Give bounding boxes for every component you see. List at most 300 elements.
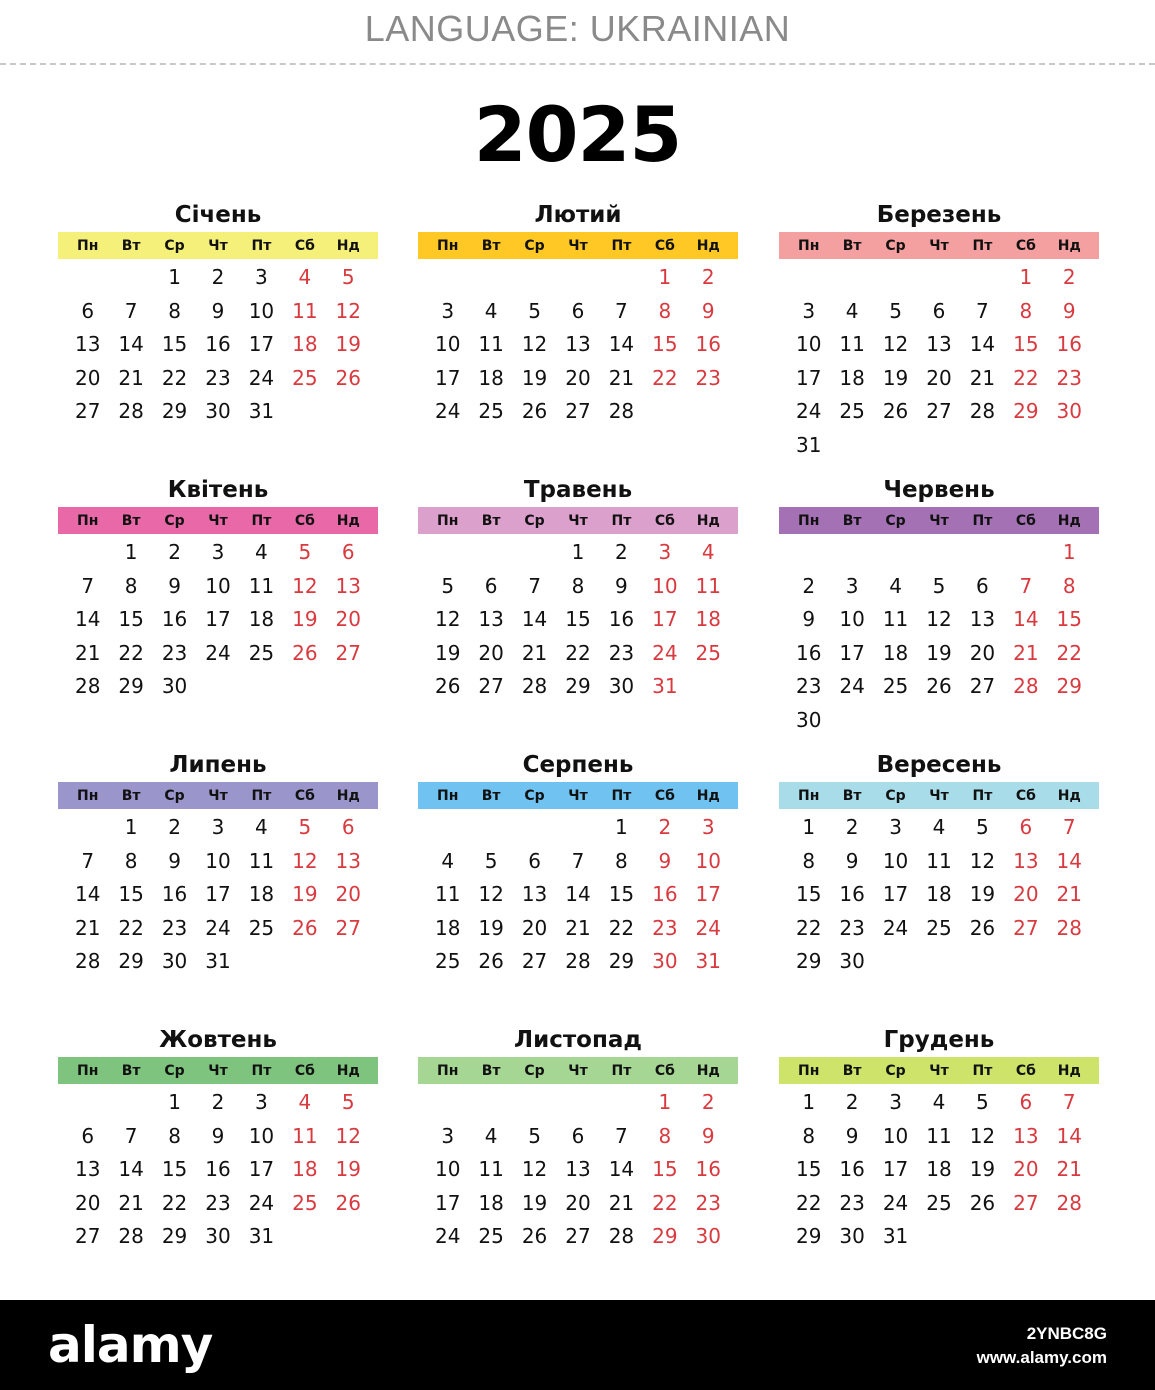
- day-cell: 19: [478, 915, 504, 940]
- day-cell: 27: [1013, 1190, 1039, 1215]
- days-grid: [418, 536, 738, 704]
- day-cell: 29: [565, 674, 591, 699]
- day-cell: 20: [74, 1190, 101, 1215]
- weekday-header: [418, 507, 738, 534]
- day-cell: 30: [608, 674, 635, 699]
- weekday-label: Пт: [972, 512, 993, 529]
- day-cell: 22: [161, 1190, 188, 1215]
- day-cell: 4: [889, 573, 902, 598]
- weekday-label: Сб: [654, 1062, 675, 1079]
- weekday-label: Вт: [481, 237, 501, 254]
- day-cell: 22: [118, 640, 144, 665]
- day-cell: 13: [969, 607, 996, 632]
- day-cell: 19: [335, 332, 361, 357]
- weekday-label: Пн: [77, 237, 99, 254]
- day-cell: 16: [205, 332, 231, 357]
- day-cell: 6: [932, 298, 946, 323]
- day-cell: 14: [608, 332, 635, 357]
- day-cell: 3: [658, 540, 672, 564]
- day-cell: 28: [608, 1224, 635, 1249]
- weekday-label: Сб: [294, 512, 315, 529]
- weekday-label: Сб: [654, 237, 675, 254]
- days-grid: [418, 1086, 738, 1254]
- day-cell: 1: [168, 265, 181, 289]
- weekday-label: Чт: [568, 787, 588, 804]
- day-cell: 25: [292, 1190, 318, 1215]
- day-cell: 3: [211, 540, 225, 564]
- day-cell: 14: [1056, 1123, 1082, 1148]
- day-cell: 25: [926, 1190, 952, 1215]
- day-cell: 28: [521, 674, 548, 699]
- day-cell: 18: [292, 1157, 318, 1182]
- day-cell: 4: [845, 298, 859, 323]
- day-cell: 23: [695, 1190, 721, 1215]
- empty-cell: [513, 1086, 556, 1120]
- day-cell: 27: [74, 399, 101, 424]
- day-cell: 5: [528, 1123, 541, 1148]
- day-cell: 16: [695, 332, 721, 357]
- weekday-label: Пн: [437, 512, 459, 529]
- day-cell: 16: [839, 882, 865, 907]
- day-cell: 5: [528, 298, 541, 323]
- day-cell: 31: [795, 432, 822, 457]
- weekday-label: Пт: [611, 512, 632, 529]
- day-cell: 27: [565, 399, 591, 424]
- day-cell: 26: [292, 640, 318, 665]
- day-cell: 21: [118, 365, 144, 390]
- day-cell: 16: [1056, 332, 1082, 357]
- day-cell: 8: [124, 573, 138, 598]
- weekday-label: Пт: [251, 512, 272, 529]
- day-cell: 11: [248, 573, 275, 598]
- weekday-label: Чт: [208, 787, 228, 804]
- weekday-label: Нд: [696, 1062, 720, 1079]
- day-cell: 30: [205, 399, 231, 424]
- day-cell: 14: [74, 607, 101, 632]
- day-cell: 8: [124, 848, 138, 873]
- day-cell: 6: [341, 815, 355, 839]
- empty-cell: [513, 536, 556, 570]
- day-cell: 17: [248, 1157, 275, 1182]
- day-cell: 21: [1056, 882, 1082, 907]
- day-cell: 20: [1013, 882, 1039, 907]
- weekday-label: Ср: [524, 237, 545, 254]
- day-cell: 31: [882, 1224, 909, 1249]
- day-cell: 9: [701, 298, 715, 323]
- day-cell: 14: [118, 332, 144, 357]
- day-cell: 18: [926, 1157, 952, 1182]
- day-cell: 21: [1013, 640, 1039, 665]
- day-cell: 9: [658, 848, 672, 873]
- day-cell: 17: [882, 882, 909, 907]
- day-cell: 28: [565, 949, 591, 974]
- day-cell: 18: [926, 882, 952, 907]
- weekday-label: Пт: [611, 237, 632, 254]
- day-cell: 31: [205, 949, 231, 974]
- weekday-header: [418, 1057, 738, 1084]
- day-cell: 16: [161, 607, 188, 632]
- empty-cell: [426, 261, 469, 295]
- day-cell: 8: [658, 1123, 672, 1148]
- weekday-label: Пн: [77, 787, 99, 804]
- day-cell: 1: [124, 540, 138, 564]
- day-cell: 28: [1056, 915, 1082, 940]
- empty-cell: [469, 536, 512, 570]
- day-cell: 8: [802, 1123, 816, 1148]
- day-cell: 20: [335, 882, 361, 907]
- weekday-label: Вт: [121, 787, 141, 804]
- weekday-label: Сб: [654, 787, 675, 804]
- weekday-label: Чт: [929, 1062, 949, 1079]
- day-cell: 20: [478, 640, 504, 665]
- day-cell: 12: [292, 573, 318, 598]
- day-cell: 28: [74, 674, 101, 699]
- day-cell: 8: [168, 1123, 181, 1148]
- day-cell: 3: [255, 265, 268, 289]
- days-grid: [779, 1086, 1099, 1254]
- day-cell: 23: [205, 1190, 231, 1215]
- day-cell: 22: [1013, 365, 1039, 390]
- weekday-header: [58, 782, 378, 809]
- day-cell: 21: [969, 365, 996, 390]
- day-cell: 11: [695, 573, 721, 598]
- weekday-label: Сб: [1015, 512, 1036, 529]
- weekday-label: Пт: [972, 787, 993, 804]
- day-cell: 4: [484, 1123, 498, 1148]
- weekday-label: Пт: [251, 1062, 272, 1079]
- day-cell: 4: [255, 540, 268, 564]
- weekday-label: Пн: [437, 787, 459, 804]
- day-cell: 29: [795, 949, 822, 974]
- weekday-label: Нд: [696, 787, 720, 804]
- day-cell: 9: [168, 848, 181, 873]
- day-cell: 18: [248, 607, 275, 632]
- day-cell: 18: [292, 332, 318, 357]
- day-cell: 11: [292, 298, 318, 323]
- day-cell: 12: [882, 332, 909, 357]
- day-cell: 17: [434, 1190, 461, 1215]
- month-block: [779, 1025, 1099, 1254]
- month-block: [58, 750, 378, 979]
- day-cell: 28: [608, 399, 635, 424]
- day-cell: 11: [478, 1157, 504, 1182]
- day-cell: 2: [658, 815, 672, 839]
- day-cell: 30: [795, 707, 822, 732]
- weekday-label: Чт: [568, 512, 588, 529]
- weekday-label: Сб: [1015, 1062, 1036, 1079]
- day-cell: 3: [701, 815, 715, 839]
- day-cell: 14: [74, 882, 101, 907]
- day-cell: 16: [795, 640, 822, 665]
- day-cell: 19: [521, 365, 548, 390]
- weekday-label: Пт: [251, 787, 272, 804]
- day-cell: 17: [205, 607, 231, 632]
- empty-cell: [556, 1086, 599, 1120]
- day-cell: 2: [168, 815, 181, 839]
- empty-cell: [961, 536, 1004, 570]
- day-cell: 24: [434, 1224, 461, 1249]
- day-cell: 25: [926, 915, 952, 940]
- weekday-header: [58, 232, 378, 259]
- day-cell: 7: [81, 848, 95, 873]
- day-cell: 29: [161, 399, 188, 424]
- day-cell: 30: [839, 1224, 865, 1249]
- day-cell: 13: [1013, 1123, 1039, 1148]
- day-cell: 19: [292, 882, 318, 907]
- day-cell: 26: [969, 1190, 996, 1215]
- day-cell: 3: [211, 815, 225, 839]
- weekday-label: Ср: [164, 237, 185, 254]
- weekday-label: Вт: [842, 787, 862, 804]
- weekday-label: Пн: [798, 1062, 820, 1079]
- day-cell: 23: [652, 915, 678, 940]
- month-block: [779, 200, 1099, 463]
- day-cell: 21: [74, 915, 101, 940]
- weekday-label: Пт: [611, 1062, 632, 1079]
- day-cell: 15: [161, 332, 188, 357]
- weekday-header: [779, 507, 1099, 534]
- weekday-label: Пн: [798, 512, 820, 529]
- day-cell: 1: [658, 265, 672, 289]
- day-cell: 12: [926, 607, 952, 632]
- day-cell: 18: [478, 365, 504, 390]
- site-url: www.alamy.com: [976, 1348, 1107, 1367]
- empty-cell: [469, 261, 512, 295]
- day-cell: 22: [565, 640, 591, 665]
- day-cell: 1: [615, 815, 628, 839]
- empty-cell: [830, 261, 873, 295]
- day-cell: 10: [248, 298, 275, 323]
- day-cell: 19: [434, 640, 461, 665]
- weekday-header: [779, 232, 1099, 259]
- day-cell: 13: [478, 607, 504, 632]
- day-cell: 21: [608, 365, 635, 390]
- weekday-label: Ср: [524, 1062, 545, 1079]
- day-cell: 20: [926, 365, 952, 390]
- day-cell: 23: [795, 674, 822, 699]
- day-cell: 26: [292, 915, 318, 940]
- day-cell: 19: [335, 1157, 361, 1182]
- day-cell: 28: [118, 1224, 144, 1249]
- day-cell: 31: [652, 674, 678, 699]
- day-cell: 20: [335, 607, 361, 632]
- month-block: [418, 1025, 738, 1254]
- day-cell: 29: [1056, 674, 1082, 699]
- weekday-header: [779, 782, 1099, 809]
- month-name: Липень: [169, 752, 267, 778]
- day-cell: 10: [695, 848, 721, 873]
- day-cell: 13: [565, 332, 591, 357]
- empty-cell: [513, 811, 556, 845]
- empty-cell: [109, 1086, 152, 1120]
- day-cell: 17: [205, 882, 231, 907]
- day-cell: 26: [521, 1224, 548, 1249]
- day-cell: 11: [434, 882, 461, 907]
- day-cell: 29: [118, 949, 144, 974]
- day-cell: 3: [802, 298, 816, 323]
- day-cell: 28: [74, 949, 101, 974]
- day-cell: 12: [292, 848, 318, 873]
- day-cell: 13: [1013, 848, 1039, 873]
- weekday-label: Вт: [121, 512, 141, 529]
- day-cell: 21: [118, 1190, 144, 1215]
- day-cell: 18: [695, 607, 721, 632]
- weekday-label: Пн: [437, 237, 459, 254]
- weekday-label: Нд: [696, 237, 720, 254]
- day-cell: 22: [608, 915, 635, 940]
- day-cell: 22: [652, 1190, 678, 1215]
- day-cell: 23: [695, 365, 721, 390]
- day-cell: 7: [1062, 1090, 1076, 1114]
- day-cell: 17: [248, 332, 275, 357]
- day-cell: 17: [434, 365, 461, 390]
- day-cell: 8: [571, 573, 585, 598]
- empty-cell: [874, 536, 917, 570]
- day-cell: 10: [795, 332, 822, 357]
- weekday-label: Сб: [294, 1062, 315, 1079]
- month-block: [58, 475, 378, 704]
- month-name: Квітень: [167, 477, 269, 503]
- day-cell: 13: [926, 332, 952, 357]
- month-name: Березень: [876, 202, 1002, 228]
- empty-cell: [556, 261, 599, 295]
- day-cell: 22: [118, 915, 144, 940]
- day-cell: 9: [615, 573, 628, 598]
- days-grid: [58, 536, 378, 704]
- weekday-label: Нд: [1057, 787, 1081, 804]
- day-cell: 18: [839, 365, 865, 390]
- day-cell: 22: [161, 365, 188, 390]
- day-cell: 17: [795, 365, 822, 390]
- weekday-label: Ср: [164, 787, 185, 804]
- day-cell: 5: [341, 1090, 355, 1114]
- weekday-label: Чт: [568, 1062, 588, 1079]
- weekday-label: Ср: [885, 512, 906, 529]
- watermark-footer: [0, 1300, 1155, 1390]
- day-cell: 24: [205, 915, 231, 940]
- weekday-label: Ср: [164, 1062, 185, 1079]
- empty-cell: [426, 536, 469, 570]
- day-cell: 14: [521, 607, 548, 632]
- weekday-label: Нд: [336, 1062, 360, 1079]
- day-cell: 1: [168, 1090, 181, 1114]
- day-cell: 30: [161, 674, 188, 699]
- day-cell: 8: [658, 298, 672, 323]
- day-cell: 1: [1062, 540, 1076, 564]
- day-cell: 6: [976, 573, 989, 598]
- year-title: 2025: [473, 90, 682, 179]
- weekday-label: Вт: [842, 512, 862, 529]
- weekday-label: Чт: [208, 1062, 228, 1079]
- day-cell: 10: [652, 573, 678, 598]
- day-cell: 18: [248, 882, 275, 907]
- day-cell: 25: [882, 674, 909, 699]
- weekday-label: Ср: [885, 237, 906, 254]
- day-cell: 10: [205, 848, 231, 873]
- day-cell: 15: [652, 332, 678, 357]
- day-cell: 1: [1019, 265, 1033, 289]
- day-cell: 14: [969, 332, 996, 357]
- weekday-label: Сб: [1015, 787, 1036, 804]
- day-cell: 31: [248, 399, 275, 424]
- day-cell: 23: [608, 640, 635, 665]
- weekday-header: [418, 782, 738, 809]
- day-cell: 25: [434, 949, 461, 974]
- weekday-label: Вт: [842, 237, 862, 254]
- day-cell: 22: [795, 1190, 822, 1215]
- day-cell: 20: [74, 365, 101, 390]
- day-cell: 4: [298, 265, 312, 289]
- day-cell: 12: [969, 848, 996, 873]
- day-cell: 15: [161, 1157, 188, 1182]
- weekday-label: Сб: [294, 237, 315, 254]
- day-cell: 4: [932, 1090, 946, 1114]
- empty-cell: [469, 1086, 512, 1120]
- day-cell: 25: [478, 399, 504, 424]
- day-cell: 23: [161, 640, 188, 665]
- weekday-header: [58, 1057, 378, 1084]
- day-cell: 10: [248, 1123, 275, 1148]
- month-name: Вересень: [876, 752, 1002, 778]
- day-cell: 24: [882, 915, 909, 940]
- day-cell: 30: [695, 1224, 721, 1249]
- weekday-header: [418, 232, 738, 259]
- day-cell: 23: [161, 915, 188, 940]
- day-cell: 24: [882, 1190, 909, 1215]
- day-cell: 6: [484, 573, 498, 598]
- days-grid: [58, 261, 378, 429]
- day-cell: 9: [845, 1123, 859, 1148]
- dashed-divider: [0, 63, 1155, 65]
- day-cell: 15: [795, 1157, 822, 1182]
- day-cell: 6: [528, 848, 541, 873]
- weekday-label: Чт: [929, 787, 949, 804]
- day-cell: 6: [571, 1123, 585, 1148]
- day-cell: 3: [889, 815, 902, 839]
- empty-cell: [66, 1086, 109, 1120]
- day-cell: 5: [298, 815, 312, 839]
- empty-cell: [787, 536, 830, 570]
- day-cell: 5: [976, 815, 989, 839]
- weekday-label: Сб: [654, 512, 675, 529]
- weekday-label: Вт: [481, 787, 501, 804]
- day-cell: 2: [211, 265, 225, 289]
- empty-cell: [556, 811, 599, 845]
- empty-cell: [1004, 536, 1047, 570]
- day-cell: 12: [521, 1157, 548, 1182]
- day-cell: 27: [335, 915, 361, 940]
- empty-cell: [426, 1086, 469, 1120]
- day-cell: 8: [168, 298, 181, 323]
- day-cell: 2: [615, 540, 628, 564]
- day-cell: 12: [521, 332, 548, 357]
- day-cell: 27: [1013, 915, 1039, 940]
- day-cell: 26: [926, 674, 952, 699]
- day-cell: 8: [802, 848, 816, 873]
- day-cell: 18: [478, 1190, 504, 1215]
- day-cell: 7: [81, 573, 95, 598]
- day-cell: 21: [565, 915, 591, 940]
- day-cell: 1: [802, 815, 816, 839]
- empty-cell: [787, 261, 830, 295]
- days-grid: [779, 536, 1099, 738]
- weekday-label: Пн: [798, 787, 820, 804]
- month-name: Червень: [883, 477, 995, 503]
- days-grid: [418, 261, 738, 429]
- day-cell: 28: [1056, 1190, 1082, 1215]
- weekday-label: Ср: [885, 1062, 906, 1079]
- day-cell: 2: [845, 1090, 859, 1114]
